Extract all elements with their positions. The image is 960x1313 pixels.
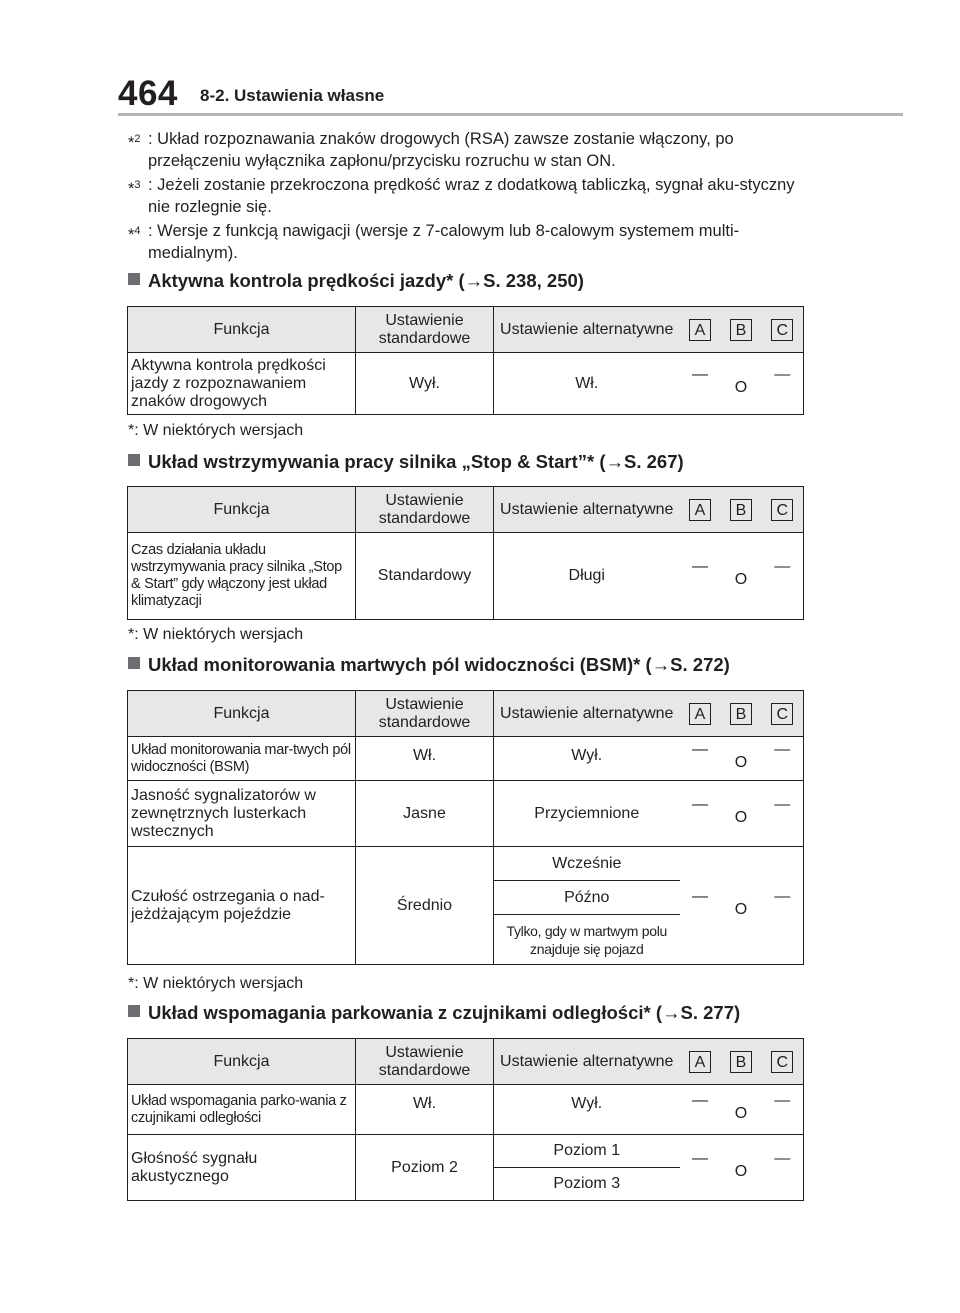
header-function: Funkcja: [128, 307, 356, 353]
section-heading: Układ wstrzymywania pracy silnika „Stop & Start”* (→S. 267): [128, 451, 684, 473]
note-text: : Jeżeli zostanie przekroczona prędkość wraz z dodatkową tabliczką, sygnał aku-styczny nie rozlegnie się.: [148, 176, 795, 216]
header-a: A: [689, 319, 711, 341]
circle-symbol: O: [734, 753, 748, 771]
header-a: A: [689, 703, 711, 725]
header-function: Funkcja: [128, 487, 356, 533]
footnote: *: W niektórych wersjach: [128, 626, 304, 643]
note-4: *$^4$ : Wersje z funkcją nawigacji (wersje z 7-calowym lub 8-calowym systemem multi-medialnym).: [128, 220, 808, 264]
default-cell: Standardowy: [356, 533, 494, 620]
header-b: B: [730, 319, 752, 341]
note-text: : Układ rozpoznawania znaków drogowych (RSA) zawsze zostanie włączony, po przełączeniu wyłącznika zapłonu/przycisku rozruchu w stan ON.: [148, 130, 734, 170]
table-row: [128, 737, 804, 781]
alternative-cell: Późno: [494, 881, 680, 915]
bullet-square-icon: [128, 273, 140, 285]
dash-symbol: —: [774, 558, 791, 575]
page-number: 464: [118, 74, 178, 113]
default-cell: Poziom 2: [356, 1135, 494, 1201]
table-row: [128, 533, 804, 620]
header-c: C: [771, 703, 793, 725]
circle-symbol: O: [734, 900, 748, 918]
dash-symbol: —: [774, 795, 791, 813]
bullet-square-icon: [128, 657, 140, 669]
header-b: B: [730, 499, 752, 521]
function-cell: Aktywna kontrola prędkości jazdy z rozpoznawaniem znaków drogowych: [128, 353, 356, 415]
header-default: Ustawienie standardowe: [356, 487, 494, 533]
circle-symbol: O: [734, 571, 748, 588]
section-heading: Układ monitorowania martwych pól widoczności (BSM)* (→S. 272): [128, 654, 730, 676]
section-heading: Układ wspomagania parkowania z czujnikami odległości* (→S. 277): [128, 1002, 740, 1024]
note-text: : Wersje z funkcją nawigacji (wersje z 7-calowym lub 8-calowym systemem multi-medialnym).: [148, 222, 740, 262]
dash-symbol: —: [774, 740, 791, 758]
function-cell: Układ monitorowania mar-twych pól widoczności (BSM): [128, 737, 356, 781]
dash-symbol: —: [692, 740, 708, 758]
header-divider: [118, 113, 903, 116]
footnote: *: W niektórych wersjach: [128, 422, 304, 439]
alternative-cell: Wł.: [494, 353, 680, 415]
alternative-cell: Długi: [494, 533, 680, 620]
dash-symbol: —: [692, 365, 708, 383]
dash-symbol: —: [692, 887, 708, 905]
header-default: Ustawienie standardowe: [356, 307, 494, 353]
default-cell: Wył.: [356, 353, 494, 415]
header-c: C: [771, 1051, 793, 1073]
default-cell: Średnio: [356, 847, 494, 965]
header-a: A: [689, 1051, 711, 1073]
settings-table: [127, 306, 804, 415]
circle-symbol: O: [734, 1162, 748, 1180]
table-row: [128, 781, 804, 847]
function-cell: Głośność sygnału akustycznego: [128, 1135, 356, 1201]
dash-symbol: —: [692, 1091, 708, 1109]
dash-symbol: —: [692, 1149, 708, 1167]
table-header-row: [128, 307, 804, 353]
table-header-row: [128, 691, 804, 737]
header-default: Ustawienie standardowe: [356, 691, 494, 737]
header-alternative: Ustawienie alternatywne: [494, 307, 680, 353]
alternative-cell: Poziom 1: [494, 1135, 680, 1168]
settings-table: [127, 690, 804, 965]
circle-symbol: O: [734, 1104, 748, 1122]
footnote: *: W niektórych wersjach: [128, 975, 304, 992]
alternative-cell: Poziom 3: [494, 1168, 680, 1201]
dash-symbol: —: [692, 795, 708, 813]
header-alternative: Ustawienie alternatywne: [494, 691, 680, 737]
alternative-cell: Wył.: [494, 737, 680, 781]
function-cell: Czułość ostrzegania o nad-jeżdżającym pojeździe: [128, 847, 356, 965]
dash-symbol: —: [774, 365, 791, 383]
note-3: *$^3$ : Jeżeli zostanie przekroczona prędkość wraz z dodatkową tabliczką, sygnał aku-styczny nie rozlegnie się.: [128, 174, 808, 218]
circle-symbol: O: [734, 808, 748, 826]
default-cell: Wł.: [356, 737, 494, 781]
header-alternative: Ustawienie alternatywne: [494, 1039, 680, 1085]
header-c: C: [771, 499, 793, 521]
table-row: [128, 847, 804, 881]
alternative-cell: Wył.: [494, 1085, 680, 1135]
note-2: *$^2$ : Układ rozpoznawania znaków drogowych (RSA) zawsze zostanie włączony, po przełączeniu wyłącznika zapłonu/przycisku rozruchu w stan ON.: [128, 128, 808, 172]
header-alternative: Ustawienie alternatywne: [494, 487, 680, 533]
default-cell: Wł.: [356, 1085, 494, 1135]
function-cell: Jasność sygnalizatorów w zewnętrznych lusterkach wstecznych: [128, 781, 356, 847]
table-row: [128, 1135, 804, 1168]
function-cell: Układ wspomagania parko-wania z czujnikami odległości: [128, 1085, 356, 1135]
header-b: B: [730, 703, 752, 725]
header-a: A: [689, 499, 711, 521]
default-cell: Jasne: [356, 781, 494, 847]
table-row: [128, 353, 804, 415]
table-header-row: [128, 487, 804, 533]
dash-symbol: —: [774, 887, 791, 905]
header-b: B: [730, 1051, 752, 1073]
dash-symbol: —: [774, 1091, 791, 1109]
header-c: C: [771, 319, 793, 341]
settings-table: [127, 486, 804, 620]
bullet-square-icon: [128, 1005, 140, 1017]
table-row: [128, 1085, 804, 1135]
circle-symbol: O: [734, 378, 748, 396]
table-header-row: [128, 1039, 804, 1085]
settings-table: [127, 1038, 804, 1201]
header-default: Ustawienie standardowe: [356, 1039, 494, 1085]
bullet-square-icon: [128, 454, 140, 466]
header-function: Funkcja: [128, 691, 356, 737]
dash-symbol: —: [774, 1149, 791, 1167]
alternative-cell: Wcześnie: [494, 847, 680, 881]
header-function: Funkcja: [128, 1039, 356, 1085]
dash-symbol: —: [692, 558, 708, 575]
chapter-title: 8-2. Ustawienia własne: [200, 86, 385, 105]
alternative-cell: Przyciemnione: [494, 781, 680, 847]
section-heading: Aktywna kontrola prędkości jazdy* (→S. 238, 250): [128, 270, 584, 292]
alternative-cell: Tylko, gdy w martwym polu znajduje się pojazd: [494, 915, 680, 965]
function-cell: Czas działania układu wstrzymywania pracy silnika „Stop & Start” gdy włączony jest układ klimatyzacji: [128, 533, 356, 620]
